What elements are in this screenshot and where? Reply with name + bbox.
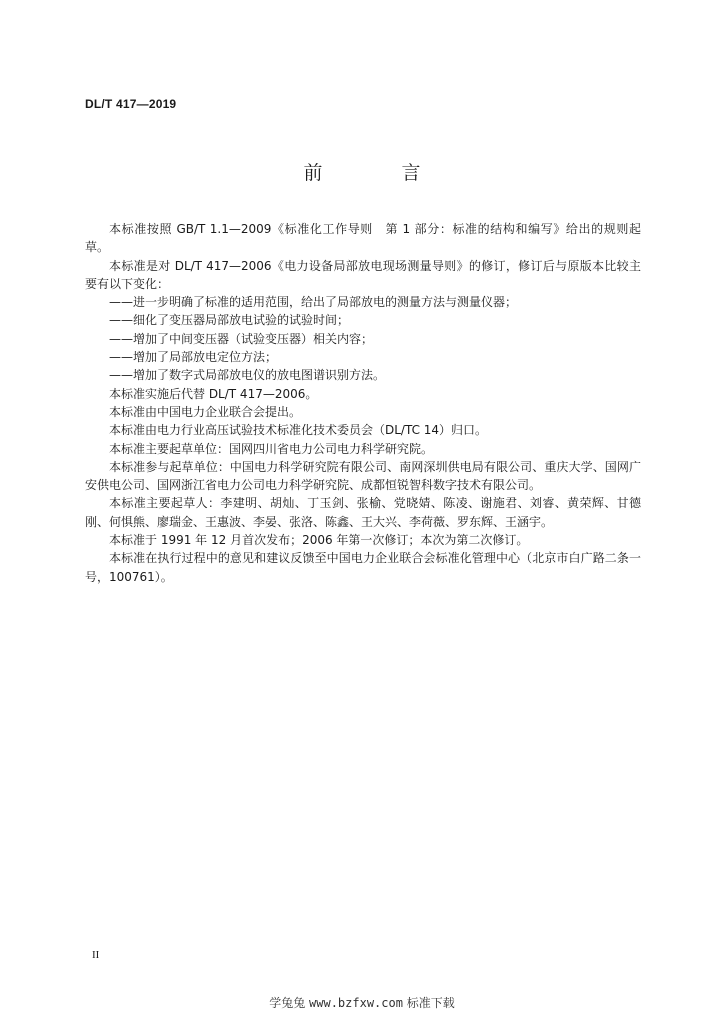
footer-site[interactable]: www.bzfxw.com <box>309 996 403 1010</box>
standard-code: DL/T 417—2019 <box>85 97 177 111</box>
paragraph: 本标准按照 GB/T 1.1—2009《标准化工作导则 第 1 部分：标准的结构和编写》给出的规则起草。 <box>85 222 641 255</box>
change-item: ——细化了变压器局部放电试验的试验时间； <box>109 313 350 328</box>
footer-prefix: 学兔兔 <box>269 996 310 1010</box>
page-number: II <box>92 949 100 961</box>
footer-suffix: 标准下载 <box>402 996 455 1010</box>
paragraph: 本标准主要起草单位：国网四川省电力公司电力科学研究院。 <box>109 441 434 456</box>
paragraph: 本标准于 1991 年 12 月首次发布；2006 年第一次修订；本次为第二次修订。 <box>109 533 529 548</box>
paragraph: 本标准实施后代替 DL/T 417—2006。 <box>109 386 318 401</box>
change-item: ——增加了局部放电定位方法； <box>109 350 278 365</box>
footer-watermark <box>0 994 724 1011</box>
change-item: ——进一步明确了标准的适用范围，给出了局部放电的测量方法与测量仪器； <box>109 295 518 310</box>
paragraph: 本标准由电力行业高压试验技术标准化技术委员会（DL/TC 14）归口。 <box>109 423 488 438</box>
paragraph: 本标准参与起草单位：中国电力科学研究院有限公司、南网深圳供电局有限公司、重庆大学、国网广安供电公司、国网浙江省电力公司电力科学研究院、成都恒锐智科数字技术有限公司。 <box>85 459 641 493</box>
page-title: 前 言 <box>303 162 451 184</box>
foreword-body <box>85 220 641 586</box>
change-item: ——增加了数字式局部放电仪的放电图谱识别方法。 <box>109 368 386 383</box>
paragraph: 本标准在执行过程中的意见和建议反馈至中国电力企业联合会标准化管理中心（北京市白广路二条一号，100761）。 <box>85 551 641 584</box>
paragraph: 本标准主要起草人：李建明、胡灿、丁玉剑、张榆、党晓婧、陈凌、谢施君、刘睿、黄荣辉、甘德刚、何惧熊、廖瑞金、王惠波、李晏、张洛、陈鑫、王大兴、李荷薇、罗东辉、王涵宇。 <box>85 496 641 529</box>
change-item: ——增加了中间变压器（试验变压器）相关内容； <box>109 331 374 346</box>
paragraph: 本标准由中国电力企业联合会提出。 <box>109 404 302 419</box>
paragraph: 本标准是对 DL/T 417—2006《电力设备局部放电现场测量导则》的修订，修订后与原版本比较主要有以下变化： <box>85 258 641 291</box>
